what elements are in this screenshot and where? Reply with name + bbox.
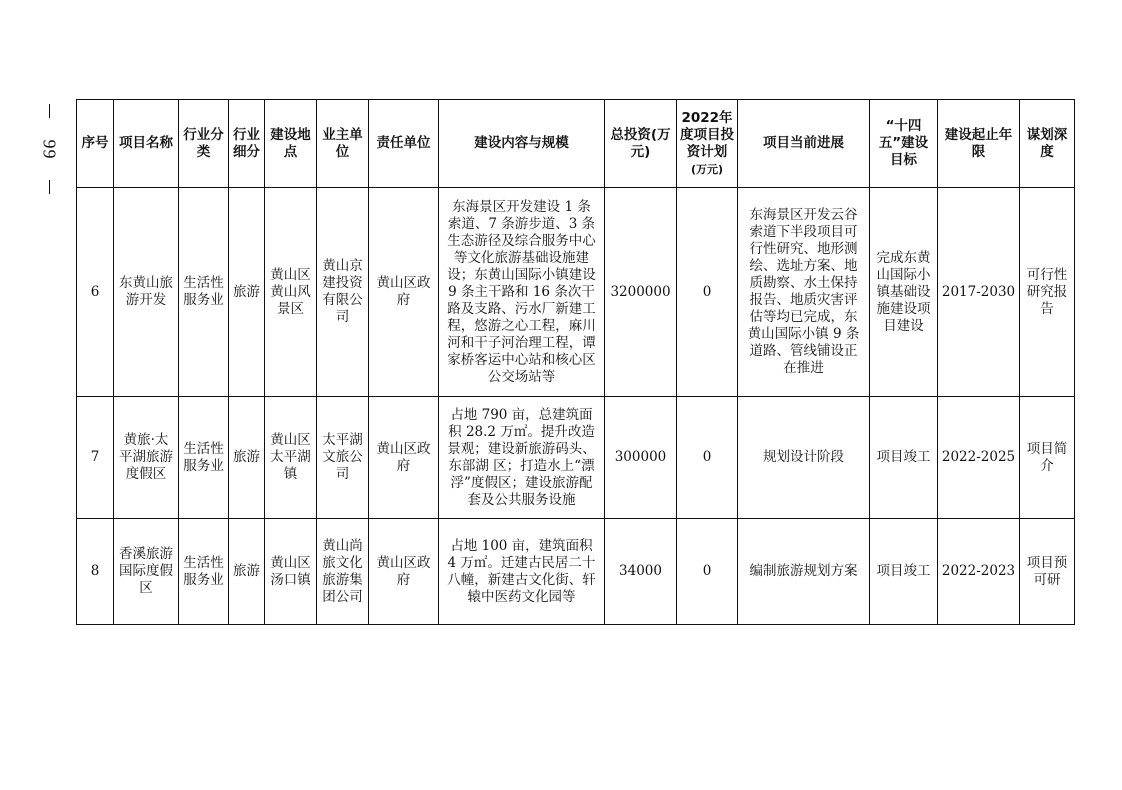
cell-industry: 生活性服务业 [179, 519, 229, 625]
header-plan-2022-unit: (万元) [690, 162, 724, 176]
cell-name: 香溪旅游国际度假区 [114, 519, 179, 625]
table-row [77, 397, 1075, 519]
cell-location: 黄山区太平湖镇 [265, 397, 317, 519]
cell-seq: 7 [77, 397, 114, 519]
cell-industry: 生活性服务业 [179, 188, 229, 397]
page-number [34, 104, 64, 194]
cell-period: 2017-2030 [938, 188, 1020, 397]
cell-goal: 项目竣工 [870, 397, 938, 519]
header-subindustry: 行业细分 [229, 100, 265, 188]
page-number-dash-top [49, 104, 50, 118]
cell-responsible: 黄山区政府 [369, 397, 439, 519]
header-total: 总投资(万元) [605, 100, 677, 188]
header-goal: “十四五”建设目标 [870, 100, 938, 188]
header-seq: 序号 [77, 100, 114, 188]
cell-owner: 黄山京建投资有限公司 [317, 188, 369, 397]
header-name: 项目名称 [114, 100, 179, 188]
cell-period: 2022-2023 [938, 519, 1020, 625]
header-owner: 业主单位 [317, 100, 369, 188]
cell-responsible: 黄山区政府 [369, 519, 439, 625]
project-table [76, 99, 1075, 625]
header-progress: 项目当前进展 [738, 100, 870, 188]
cell-total: 3200000 [605, 188, 677, 397]
cell-plan-2022: 0 [677, 397, 738, 519]
cell-total: 300000 [605, 397, 677, 519]
cell-progress: 规划设计阶段 [738, 397, 870, 519]
cell-owner: 黄山尚旅文化旅游集团公司 [317, 519, 369, 625]
cell-depth: 项目简介 [1020, 397, 1075, 519]
cell-progress: 编制旅游规划方案 [738, 519, 870, 625]
cell-industry: 生活性服务业 [179, 397, 229, 519]
header-depth: 谋划深度 [1020, 100, 1075, 188]
page-number-value: 99 [39, 139, 60, 159]
cell-depth: 项目预可研 [1020, 519, 1075, 625]
cell-content: 东海景区开发建设 1 条索道、7 条游步道、3 条生态游径及综合服务中心等文化旅游基础设施建设；东黄山国际小镇建设 9 条主干路和 16 条次干路及支路、污水厂新建工程，悠游之心工程，麻川河和干子河治理工程，谭家桥客运中心站和核心区公交场站等 [439, 188, 605, 397]
cell-subindustry: 旅游 [229, 519, 265, 625]
cell-seq: 8 [77, 519, 114, 625]
cell-location: 黄山区黄山风景区 [265, 188, 317, 397]
cell-subindustry: 旅游 [229, 397, 265, 519]
cell-total: 34000 [605, 519, 677, 625]
cell-plan-2022: 0 [677, 188, 738, 397]
header-responsible: 责任单位 [369, 100, 439, 188]
cell-location: 黄山区汤口镇 [265, 519, 317, 625]
header-plan-2022 [677, 100, 738, 188]
cell-name: 东黄山旅游开发 [114, 188, 179, 397]
cell-seq: 6 [77, 188, 114, 397]
cell-goal: 项目竣工 [870, 519, 938, 625]
header-industry: 行业分类 [179, 100, 229, 188]
header-location: 建设地点 [265, 100, 317, 188]
cell-goal: 完成东黄山国际小镇基础设施建设项目建设 [870, 188, 938, 397]
cell-responsible: 黄山区政府 [369, 188, 439, 397]
header-plan-2022-label: 2022年度项目投资计划 [680, 109, 734, 160]
cell-subindustry: 旅游 [229, 188, 265, 397]
table-header-row [77, 100, 1075, 188]
cell-depth: 可行性研究报告 [1020, 188, 1075, 397]
cell-content: 占地 790 亩，总建筑面积 28.2 万㎡。提升改造景观；建设新旅游码头、东部湖 区；打造水上“漂浮”度假区；建设旅游配套及公共服务设施 [439, 397, 605, 519]
header-period: 建设起止年限 [938, 100, 1020, 188]
cell-name: 黄旅·太平湖旅游度假区 [114, 397, 179, 519]
page-number-dash-bottom [49, 180, 50, 194]
cell-plan-2022: 0 [677, 519, 738, 625]
header-content: 建设内容与规模 [439, 100, 605, 188]
cell-content: 占地 100 亩，建筑面积 4 万㎡。迁建古民居二十八幢，新建古文化街、轩辕中医药文化园等 [439, 519, 605, 625]
table-row [77, 188, 1075, 397]
cell-progress: 东海景区开发云谷索道下半段项目可行性研究、地形测绘、选址方案、地质勘察、水土保持报告、地质灾害评估等均已完成，东黄山国际小镇 9 条道路、管线铺设正在推进 [738, 188, 870, 397]
cell-owner: 太平湖文旅公司 [317, 397, 369, 519]
table-row [77, 519, 1075, 625]
cell-period: 2022-2025 [938, 397, 1020, 519]
